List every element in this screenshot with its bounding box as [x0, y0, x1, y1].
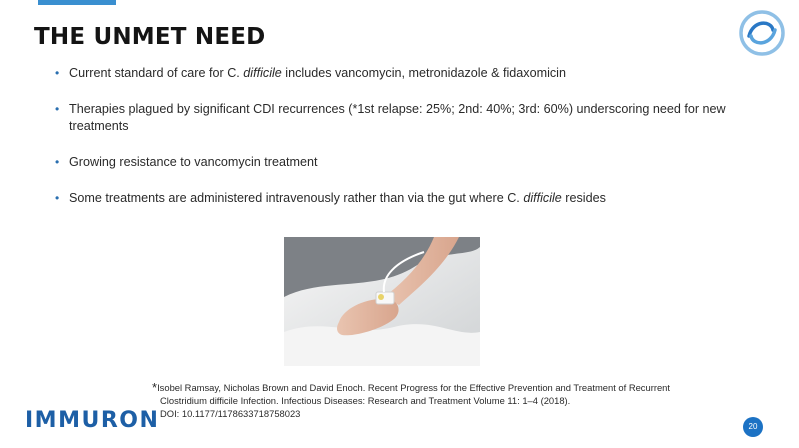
- bullet-list: [54, 65, 734, 207]
- bullet-administration: [54, 190, 734, 207]
- bullet-text: Growing resistance to vancomycin treatment: [69, 155, 318, 169]
- patient-iv-photo: [284, 237, 480, 366]
- species-name: difficile: [243, 66, 282, 80]
- bullet-text-part: Some treatments are administered intravenously rather than via the gut where C.: [69, 191, 524, 205]
- citation-line-2: Clostridium difficile Infection. Infectious Diseases: Research and Treatment Volume 11: 1–4 (2018).: [160, 395, 571, 406]
- citation-text: Isobel Ramsay, Nicholas Brown and David Enoch. Recent Progress for the Effective Prevention and Treatment of Recurrent: [157, 382, 670, 393]
- bullet-text-part: Current standard of care for C.: [69, 66, 244, 80]
- bullet-recurrences: [54, 101, 734, 135]
- immuron-logo-text: IMMURON: [25, 408, 160, 433]
- slide-title: THE UNMET NEED: [34, 24, 266, 50]
- citation-footnote: [152, 381, 762, 420]
- species-name: difficile: [523, 191, 562, 205]
- photo-illustration: [284, 237, 480, 366]
- immuron-logo-mark: [739, 10, 785, 56]
- bullet-text: Therapies plagued by significant CDI recurrences (*1st relapse: 25%; 2nd: 40%; 3rd: 60%) underscoring need for new treatments: [69, 102, 726, 133]
- bullet-resistance: [54, 154, 734, 171]
- bullet-text-part: includes vancomycin, metronidazole & fidaxomicin: [281, 66, 566, 80]
- footnote-asterisk: *: [152, 380, 158, 395]
- citation-line-3: DOI: 10.1177/1178633718758023: [160, 408, 301, 419]
- top-accent-bar: [38, 0, 116, 5]
- citation-line-1: [152, 381, 762, 394]
- bullet-standard-of-care: [54, 65, 734, 82]
- page-number-badge: 20: [743, 417, 763, 437]
- bullet-text-part: resides: [561, 191, 606, 205]
